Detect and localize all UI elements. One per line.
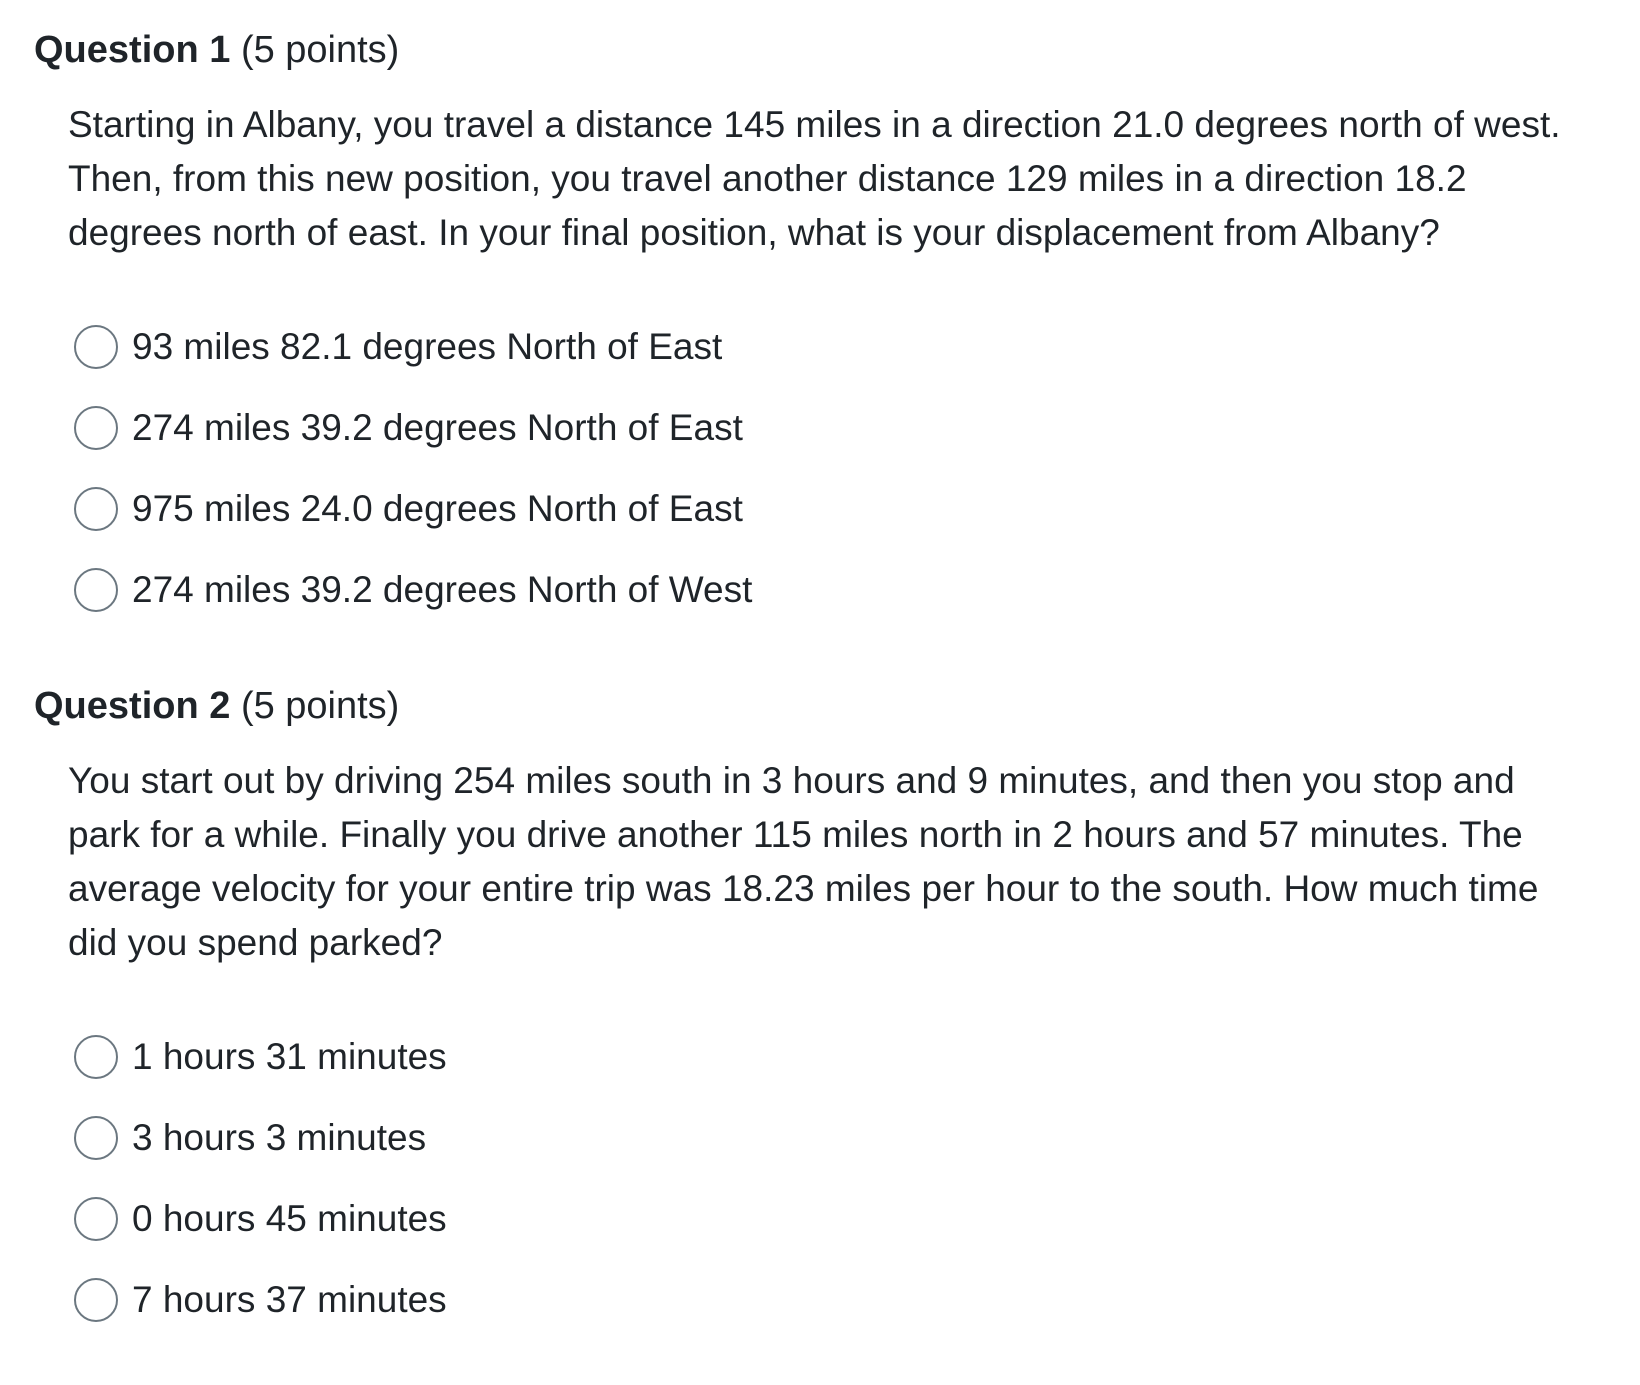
answer-option-label: 0 hours 45 minutes — [132, 1197, 447, 1239]
radio-button[interactable] — [74, 1278, 118, 1322]
answer-option-label: 1 hours 31 minutes — [132, 1035, 447, 1077]
question-1 — [34, 24, 1640, 630]
answer-option-label: 3 hours 3 minutes — [132, 1116, 427, 1158]
answer-option[interactable] — [74, 1178, 1640, 1259]
answer-option[interactable] — [74, 549, 1640, 630]
answer-option-label: 93 miles 82.1 degrees North of East — [132, 325, 723, 367]
answer-option-label: 274 miles 39.2 degrees North of East — [132, 406, 743, 448]
radio-button[interactable] — [74, 1116, 118, 1160]
answer-option[interactable] — [74, 1016, 1640, 1097]
answer-option[interactable] — [74, 387, 1640, 468]
radio-button[interactable] — [74, 1035, 118, 1079]
radio-button[interactable] — [74, 1197, 118, 1241]
question-2 — [34, 680, 1640, 1340]
question-1-title: Question 1 — [34, 29, 231, 71]
answer-option-label: 7 hours 37 minutes — [132, 1278, 447, 1320]
question-2-title: Question 2 — [34, 685, 231, 727]
answer-option[interactable] — [74, 468, 1640, 549]
answer-option-label: 975 miles 24.0 degrees North of East — [132, 487, 743, 529]
radio-button[interactable] — [74, 487, 118, 531]
question-2-header — [34, 680, 1640, 732]
radio-button[interactable] — [74, 325, 118, 369]
question-1-options — [74, 306, 1640, 630]
answer-option[interactable] — [74, 1097, 1640, 1178]
question-2-options — [74, 1016, 1640, 1340]
answer-option[interactable] — [74, 306, 1640, 387]
radio-button[interactable] — [74, 568, 118, 612]
question-1-text: Starting in Albany, you travel a distance 145 miles in a direction 21.0 degrees north of west. Then, from this new position, you travel another distance 129 miles in a direction 18.2 degrees north of east. In your final position, what is your displacement from Albany? — [68, 104, 1561, 253]
question-1-header — [34, 24, 1640, 76]
radio-button[interactable] — [74, 406, 118, 450]
answer-option[interactable] — [74, 1259, 1640, 1340]
question-2-text: You start out by driving 254 miles south in 3 hours and 9 minutes, and then you stop and park for a while. Finally you drive another 115 miles north in 2 hours and 57 minutes. The average velocity for your entire trip was 18.23 miles per hour to the south. How much time did you spend parked? — [68, 760, 1539, 963]
answer-option-label: 274 miles 39.2 degrees North of West — [132, 568, 753, 610]
question-1-points: (5 points) — [240, 29, 400, 71]
question-2-points: (5 points) — [240, 685, 400, 727]
